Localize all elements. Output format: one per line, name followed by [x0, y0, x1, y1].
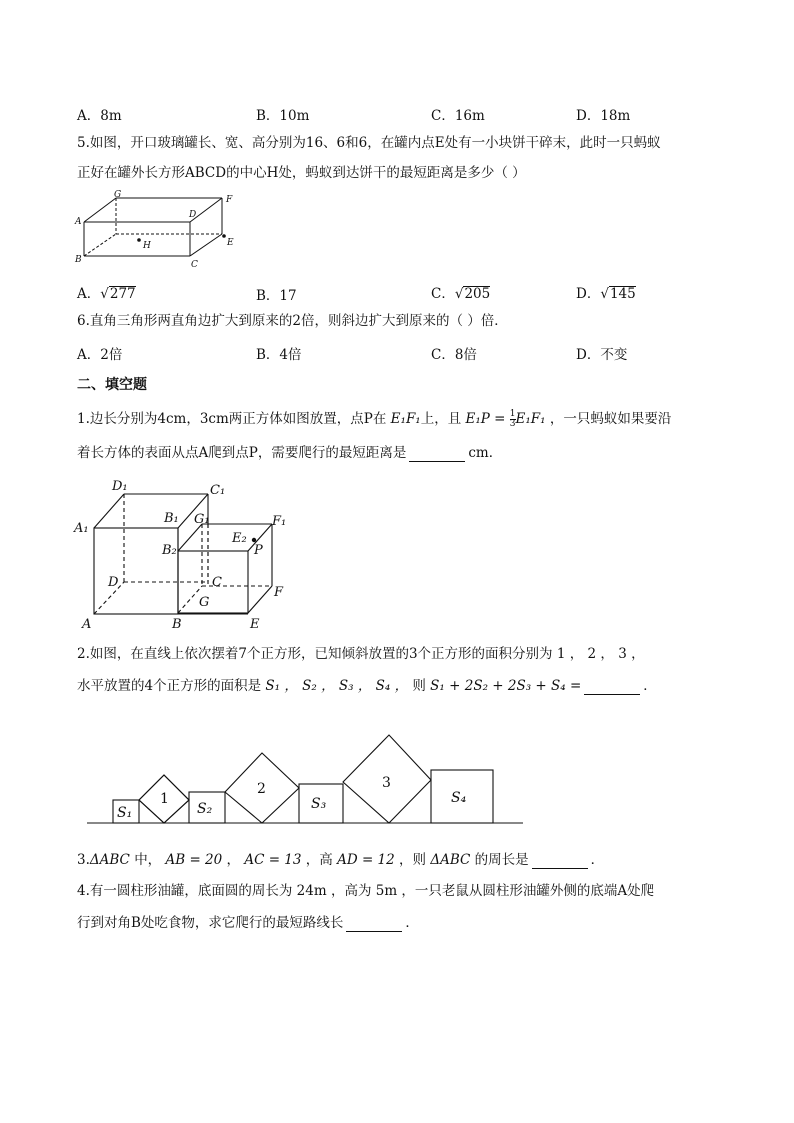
q4-option-d: D．18m [576, 108, 631, 124]
f2-answer-blank[interactable] [584, 680, 640, 695]
f1-label-b: B [172, 617, 182, 632]
f1-frac-den: 3 [509, 419, 516, 429]
f3-b: ΔABC [89, 852, 130, 868]
f4-answer-blank[interactable] [346, 917, 402, 932]
f3-e: ， [226, 852, 241, 868]
f2-label-2: 2 [257, 781, 266, 797]
q5-option-c-radicand: 205 [464, 286, 491, 302]
f1-label-e2: E₂ [232, 531, 247, 546]
f1-label-a1: A₁ [74, 521, 89, 536]
q5-label-e: E [227, 238, 234, 248]
f1-label-p: P [254, 543, 263, 558]
f4-line2 [77, 914, 419, 932]
f4-line1: 4.有一圆柱形油罐，底面圆的周长为 24m ，高为 5m ，一只老鼠从圆柱形油罐外侧的底端A处爬 [77, 883, 655, 899]
f1-label-d: D [108, 575, 119, 590]
q5-option-d-prefix: D． [576, 286, 601, 302]
f4-line2-end: ． [405, 915, 419, 931]
f2-label-3: 3 [382, 775, 391, 791]
q5-label-h: H [143, 241, 151, 251]
f3-text [77, 851, 604, 869]
q4-option-c: C．16m [431, 108, 485, 124]
f2-figure-squares [85, 730, 525, 830]
f1-label-d1: D₁ [112, 479, 128, 494]
q6-text: 6.直角三角形两直角边扩大到原来的2倍，则斜边扩大到原来的（ ）倍． [77, 313, 508, 329]
q5-label-b: B [75, 255, 82, 265]
q5-figure-box [72, 190, 247, 270]
f1-line1-b: E₁F₁ [390, 411, 421, 427]
f2-line2-c: ． [643, 678, 657, 694]
section-title-fill-blank: 二、填空题 [77, 377, 147, 393]
f1-label-c1: C₁ [210, 483, 226, 498]
f2-line1: 2.如图，在直线上依次摆着7个正方形，已知倾斜放置的3个正方形的面积分别为 1 ， 2 ， 3 ， [77, 646, 645, 662]
f1-label-c: C [212, 575, 222, 590]
q5-option-a-prefix: A． [77, 286, 101, 302]
f3-k: 的周长是 [474, 852, 529, 868]
q5-label-a: A [75, 217, 82, 227]
f3-l: ． [590, 852, 605, 868]
f3-h: AD = 12 [337, 852, 395, 868]
f1-frac-num: 1 [509, 409, 516, 419]
f2-label-s1: S₁ [117, 805, 133, 821]
f1-answer-blank[interactable] [409, 447, 465, 462]
q5-option-c: C．√205 [431, 286, 491, 302]
f3-d: AB = 20 [165, 852, 223, 868]
f2-label-s4: S₄ [451, 790, 467, 806]
f3-j: ΔABC [430, 852, 471, 868]
f2-label-1: 1 [160, 791, 169, 807]
f3-a: 3. [77, 852, 90, 868]
f3-c: 中， [134, 852, 162, 868]
f2-label-s3: S₃ [311, 796, 327, 812]
q5-text-line2: 正好在罐外长方形ABCD的中心H处，蚂蚁到达饼干的最短距离是多少（ ） [77, 165, 526, 181]
q5-option-c-prefix: C． [431, 286, 455, 302]
f1-line1-f: ，一只蚂蚁如果要沿 [549, 411, 672, 427]
f1-label-e: E [250, 617, 260, 632]
f1-line1 [77, 410, 671, 429]
q6-option-b: B．4倍 [256, 347, 302, 363]
q5-label-c: C [191, 260, 198, 270]
f1-line2 [77, 444, 502, 462]
q5-option-d-radicand: 145 [609, 286, 636, 302]
q5-text-line1: 5.如图，开口玻璃罐长、宽、高分别为16、6和6，在罐内点E处有一小块饼干碎末，此时一只蚂蚁 [77, 135, 661, 151]
f1-line1-d: E₁P = [465, 411, 510, 427]
f1-label-f1: F₁ [272, 514, 287, 529]
f2-line2-expr: S₁ + 2S₂ + 2S₃ + S₄ = [430, 678, 582, 694]
f3-g: ，高 [305, 852, 333, 868]
f4-line2-text: 行到对角B处吃食物，求它爬行的最短路线长 [77, 915, 344, 931]
f1-label-g: G [199, 595, 210, 610]
f1-line1-e: E₁F₁ [515, 411, 546, 427]
f1-line2-b: cm． [468, 445, 503, 461]
q5-option-b: B．17 [256, 288, 297, 304]
q6-option-c: C．8倍 [431, 347, 477, 363]
q5-option-d: D．√145 [576, 286, 636, 302]
f2-line2-vars: S₁ ， S₂ ， S₃ ， S₄ ， [265, 678, 409, 694]
f1-label-f: F [274, 585, 284, 600]
q5-option-a-radicand: 277 [109, 286, 136, 302]
f3-i: ，则 [399, 852, 427, 868]
q6-option-a: A．2倍 [77, 347, 123, 363]
f1-line2-a: 着长方体的表面从点A爬到点P，需要爬行的最短距离是 [77, 445, 407, 461]
f1-label-b2: B₂ [162, 543, 177, 558]
f2-line2-a: 水平放置的4个正方形的面积是 [77, 678, 262, 694]
f1-line1-a: 1.边长分别为4cm，3cm两正方体如图放置，点P在 [77, 411, 387, 427]
f2-line2-b: 则 [412, 678, 426, 694]
f1-label-a: A [82, 617, 92, 632]
f1-label-b1: B₁ [164, 511, 179, 526]
f1-line1-c: 上，且 [420, 411, 462, 427]
q5-label-g: G [114, 190, 122, 200]
f1-figure-cubes [72, 476, 297, 636]
f2-line2 [77, 677, 657, 695]
f3-answer-blank[interactable] [532, 854, 588, 869]
f2-label-s2: S₂ [197, 801, 213, 817]
f3-f: AC = 13 [244, 852, 302, 868]
q5-option-a: A．√277 [77, 286, 136, 302]
q5-label-d: D [189, 210, 197, 220]
f1-label-g1: G₁ [194, 512, 210, 527]
q4-option-b: B．10m [256, 108, 310, 124]
q4-option-a: A．8m [77, 108, 122, 124]
q6-option-d: D．不变 [576, 347, 628, 363]
q5-label-f: F [226, 195, 233, 205]
